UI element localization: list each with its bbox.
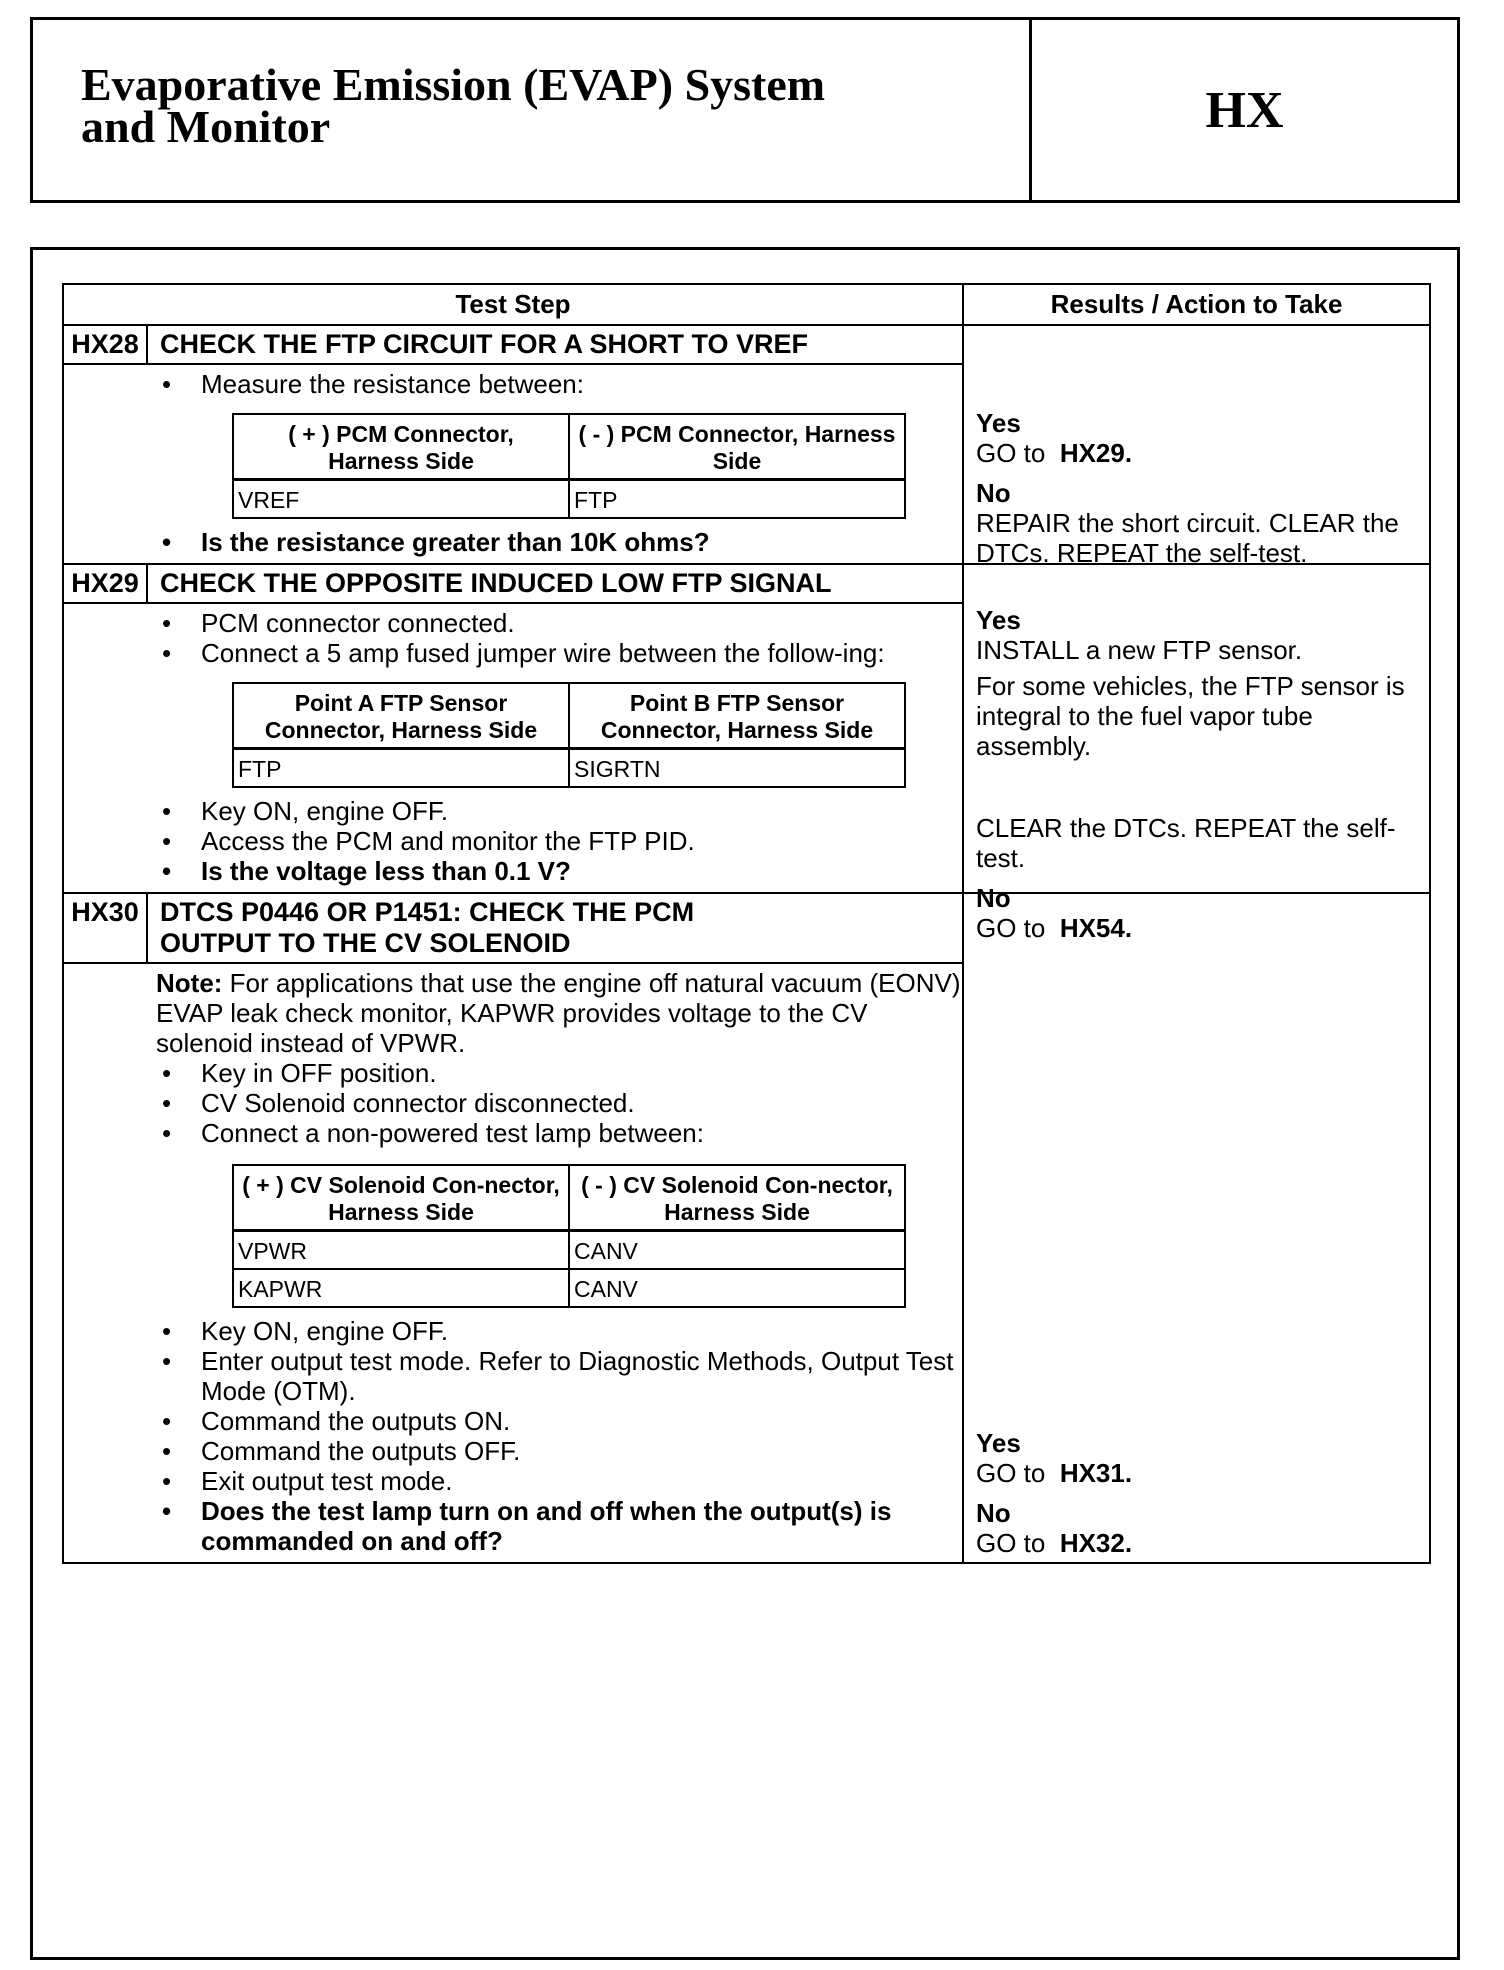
results-cell <box>964 894 1429 1562</box>
bullet: • Connect a non-powered test lamp between: <box>158 1118 962 1148</box>
connector-header: ( - ) PCM Connector, Harness Side <box>569 414 905 480</box>
step-question: • Is the resistance greater than 10K ohms? <box>158 527 962 557</box>
go-to-text: GO to <box>976 1528 1046 1558</box>
table-header <box>64 285 1429 326</box>
connector-header: ( + ) CV Solenoid Con-nector, Harness Side <box>233 1165 569 1231</box>
connector-cell: FTP <box>233 749 569 788</box>
bullet: • Key in OFF position. <box>158 1058 962 1088</box>
no-label: No <box>976 478 1011 508</box>
bullet: • Measure the resistance between: <box>158 369 962 399</box>
connector-cell: KAPWR <box>233 1269 569 1307</box>
yes-label: Yes <box>976 605 1021 635</box>
connector-cell: SIGRTN <box>569 749 905 788</box>
step-number: HX29 <box>64 565 148 602</box>
title-line-2: and Monitor <box>81 101 331 152</box>
step-title: CHECK THE OPPOSITE INDUCED LOW FTP SIGNAL <box>160 568 832 598</box>
yes-action: INSTALL a new FTP sensor. <box>976 635 1303 665</box>
step-number: HX28 <box>64 326 148 363</box>
step-hx28 <box>64 326 1429 568</box>
connector-header: Point B FTP Sensor Connector, Harness Side <box>569 683 905 749</box>
page-header <box>30 17 1460 203</box>
connector-table <box>232 1164 906 1308</box>
step-number: HX30 <box>64 894 148 962</box>
step-title: DTCS P0446 OR P1451: CHECK THE PCM OUTPUT TO THE CV SOLENOID <box>160 897 695 958</box>
step-header <box>64 326 962 365</box>
connector-cell: VPWR <box>233 1231 569 1270</box>
step-title: CHECK THE FTP CIRCUIT FOR A SHORT TO VREF <box>160 329 809 359</box>
yes-note: For some vehicles, the FTP sensor is integral to the fuel vapor tube assembly. <box>976 671 1405 761</box>
bullet: • Exit output test mode. <box>158 1466 962 1496</box>
results-cell <box>964 565 1429 943</box>
connector-cell: CANV <box>569 1231 905 1270</box>
connector-header: ( + ) PCM Connector, Harness Side <box>233 414 569 480</box>
bullet: • Command the outputs ON. <box>158 1406 962 1436</box>
yes-label: Yes <box>976 1428 1021 1458</box>
title-line-1: Evaporative Emission (EVAP) System <box>81 59 826 110</box>
col-test-step: Test Step <box>64 285 964 324</box>
go-to-target: HX29. <box>1059 438 1133 468</box>
connector-table <box>232 413 906 519</box>
bullet: • Key ON, engine OFF. <box>158 1316 962 1346</box>
section-code: HX <box>1205 81 1284 139</box>
page-title <box>81 59 826 152</box>
go-to-text: GO to <box>976 438 1046 468</box>
bullet: • Key ON, engine OFF. <box>158 796 962 826</box>
step-header <box>64 894 962 964</box>
note-text: For applications that use the engine off natural vacuum (EONV) EVAP leak check monitor, KAPWR provides voltage to the CV solenoid instead of VPWR. <box>156 968 961 1058</box>
connector-cell: FTP <box>569 480 905 519</box>
connector-header: ( - ) CV Solenoid Con-nector, Harness Side <box>569 1165 905 1231</box>
col-results: Results / Action to Take <box>1050 289 1343 319</box>
go-to-target: HX31. <box>1059 1458 1133 1488</box>
no-label: No <box>976 883 1011 913</box>
bullet: • Connect a 5 amp fused jumper wire between the follow-ing: <box>158 638 962 668</box>
go-to-text: GO to <box>976 913 1046 943</box>
connector-header: Point A FTP Sensor Connector, Harness Side <box>233 683 569 749</box>
yes-action-2: CLEAR the DTCs. REPEAT the self-test. <box>976 813 1396 873</box>
bullet: • Command the outputs OFF. <box>158 1436 962 1466</box>
go-to-target: HX54. <box>1059 913 1133 943</box>
connector-cell: CANV <box>569 1269 905 1307</box>
step-header <box>64 565 962 604</box>
step-note <box>156 968 962 1058</box>
bullet: • Access the PCM and monitor the FTP PID. <box>158 826 962 856</box>
step-question: • Is the voltage less than 0.1 V? <box>158 856 962 886</box>
bullet: • Enter output test mode. Refer to Diagnostic Methods, Output Test Mode (OTM). <box>158 1346 962 1406</box>
bullet: • PCM connector connected. <box>158 608 962 638</box>
connector-cell: VREF <box>233 480 569 519</box>
step-question: • Does the test lamp turn on and off when the output(s) is commanded on and off? <box>158 1496 962 1556</box>
connector-table <box>232 682 906 788</box>
note-label: Note: <box>156 968 223 998</box>
step-hx30 <box>64 894 1429 1562</box>
yes-label: Yes <box>976 408 1021 438</box>
go-to-target: HX32. <box>1059 1528 1133 1558</box>
bullet: • CV Solenoid connector disconnected. <box>158 1088 962 1118</box>
no-label: No <box>976 1498 1011 1528</box>
no-action: REPAIR the short circuit. CLEAR the DTCs. REPEAT the self-test. <box>976 508 1399 568</box>
go-to-text: GO to <box>976 1458 1046 1488</box>
test-step-table <box>62 283 1431 1564</box>
results-cell <box>964 326 1429 568</box>
